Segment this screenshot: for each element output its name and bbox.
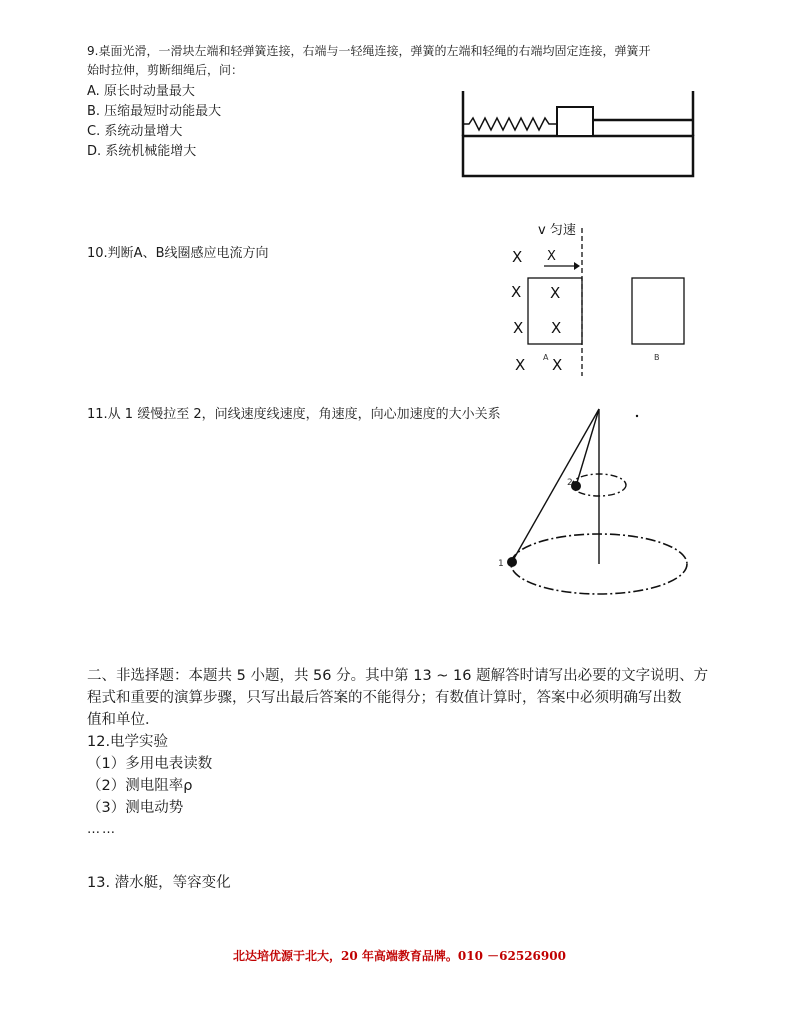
q10-stem: 10.判断A、B线圈感应电流方向 <box>87 246 269 261</box>
coil-b <box>632 278 684 344</box>
q11-stem: 11.从 1 缓慢拉至 2，问线速度线速度，角速度，向心加速度的大小关系 <box>87 407 501 422</box>
q12-item-1: （1）多用电表读数 <box>87 756 213 772</box>
spring <box>463 118 557 130</box>
ball-1-label: 1 <box>498 559 504 569</box>
q9-option-b: B. 压缩最短时动能最大 <box>87 104 222 119</box>
q9-stem-line1: 9.桌面光滑，一滑块左端和轻弹簧连接，右端与一轻绳连接，弹簧的左端和轻绳的右端均固定连接，弹簧开 <box>87 44 651 58</box>
q12-title: 12.电学实验 <box>87 734 169 750</box>
section2-line3: 值和单位． <box>87 712 160 728</box>
q9-stem <box>87 42 727 80</box>
coil-a-label: A <box>543 353 549 362</box>
q9-stem-line2: 始时拉伸，剪断细绳后，问： <box>87 63 244 77</box>
field-mark: X <box>513 319 524 337</box>
q9-figure-spring-block <box>455 86 705 184</box>
field-mark: X <box>551 319 562 337</box>
ball-1 <box>507 557 517 567</box>
q11-figure-conical-pendulum <box>492 404 702 604</box>
q9-option-d: D. 系统机械能增大 <box>87 144 197 159</box>
slider-block <box>557 107 593 136</box>
field-mark: X <box>547 249 556 264</box>
table <box>463 136 693 176</box>
stray-dot <box>636 415 638 417</box>
field-mark: X <box>550 284 561 302</box>
field-mark: X <box>515 356 526 374</box>
q9-option-a: A. 原长时动量最大 <box>87 84 195 99</box>
footer-brand: 北达培优源于北大，20 年高端教育品牌。010 －62526900 <box>233 949 566 963</box>
string-1 <box>512 409 599 562</box>
q12-item-2: （2）测电阻率ρ <box>87 778 193 794</box>
field-mark: X <box>512 248 523 266</box>
coil-b-label: B <box>654 353 660 362</box>
q10-figure-coils <box>500 218 700 378</box>
q9-options <box>87 82 221 162</box>
velocity-arrow-head <box>574 262 580 270</box>
field-mark: X <box>552 356 563 374</box>
q9-option-c: C. 系统动量增大 <box>87 124 183 139</box>
q12-item-3: （3）测电动势 <box>87 800 184 816</box>
field-mark: X <box>511 283 522 301</box>
velocity-label: v 匀速 <box>538 223 576 238</box>
section2-line1: 二、非选择题：本题共 5 小题，共 56 分。其中第 13 ~ 16 题解答时请写出必要的文字说明、方 <box>87 668 709 684</box>
ball-2-label: 2 <box>567 478 573 488</box>
section2-line2: 程式和重要的演算步骤，只写出最后答案的不能得分；有数值计算时，答案中必须明确写出数 <box>87 690 682 706</box>
q13-title: 13. 潜水艇，等容变化 <box>87 875 231 891</box>
q12 <box>87 731 212 841</box>
section2-instructions <box>87 665 727 731</box>
q12-ellipsis: …… <box>87 822 117 837</box>
